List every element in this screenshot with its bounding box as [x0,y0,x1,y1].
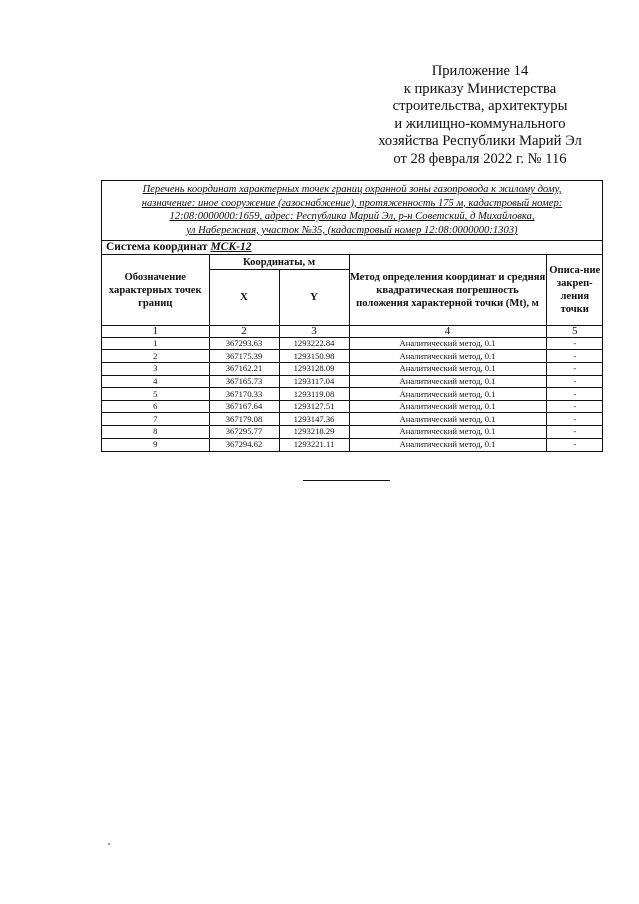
header-description: Описа-ние закреп-ления точки [546,255,603,325]
x-coordinate-cell: 367295.77 [209,426,279,439]
table-row [102,388,603,401]
column-number: 5 [546,325,603,337]
y-coordinate-cell: 1293150.98 [279,350,349,363]
header-coordinates: Координаты, м [209,255,349,269]
description-cell: - [546,363,603,376]
description-cell: - [546,337,603,350]
signature-divider [303,480,390,481]
title-line: ул Набережная, участок №35, (кадастровый номер 12:08:0000000:1303) [186,224,518,236]
x-coordinate-cell: 367175.39 [209,350,279,363]
title-line: 12:08:0000000:1659, адрес: Республика Марий Эл, р-н Советский, д Михайловка, [169,211,535,223]
header-point-designation: Обозначение характерных точек границ [102,255,209,325]
y-coordinate-cell: 1293128.09 [279,363,349,376]
header-line: строительства, архитектуры [392,98,568,115]
column-number: 3 [279,325,349,337]
coordinates-table [102,255,603,450]
coordinates-document [101,180,603,452]
method-cell: Аналитический метод, 0.1 [349,413,546,426]
point-number-cell: 5 [102,388,209,401]
method-cell: Аналитический метод, 0.1 [349,426,546,439]
column-number: 4 [349,325,546,337]
description-cell: - [546,375,603,388]
method-cell: Аналитический метод, 0.1 [349,400,546,413]
y-coordinate-cell: 1293218.29 [279,426,349,439]
point-number-cell: 4 [102,375,209,388]
table-row [102,375,603,388]
method-cell: Аналитический метод, 0.1 [349,363,546,376]
scan-speck [108,843,110,845]
coord-system-label: Система координат [106,241,208,254]
table-row [102,350,603,363]
appendix-header [360,63,600,169]
table-row [102,426,603,439]
table-row [102,438,603,451]
description-cell: - [546,400,603,413]
description-cell: - [546,438,603,451]
description-cell: - [546,350,603,363]
point-number-cell: 3 [102,363,209,376]
table-row [102,363,603,376]
header-x: X [209,269,279,325]
x-coordinate-cell: 367167.64 [209,400,279,413]
x-coordinate-cell: 367165.73 [209,375,279,388]
coord-system-value: МСК-12 [210,241,252,254]
method-cell: Аналитический метод, 0.1 [349,375,546,388]
point-number-cell: 6 [102,400,209,413]
column-number: 1 [102,325,209,337]
title-line: назначение: иное сооружение (газоснабжение), протяженность 175 м, кадастровый номер: [141,197,563,209]
document-title [102,181,602,241]
description-cell: - [546,388,603,401]
point-number-cell: 2 [102,350,209,363]
description-cell: - [546,413,603,426]
coord-system-row [102,241,602,255]
y-coordinate-cell: 1293127.51 [279,400,349,413]
point-number-cell: 7 [102,413,209,426]
method-cell: Аналитический метод, 0.1 [349,337,546,350]
y-coordinate-cell: 1293147.36 [279,413,349,426]
x-coordinate-cell: 367170.33 [209,388,279,401]
column-number: 2 [209,325,279,337]
x-coordinate-cell: 367162.21 [209,363,279,376]
x-coordinate-cell: 367293.63 [209,337,279,350]
x-coordinate-cell: 367179.08 [209,413,279,426]
y-coordinate-cell: 1293221.11 [279,438,349,451]
header-y: Y [279,269,349,325]
method-cell: Аналитический метод, 0.1 [349,438,546,451]
table-row [102,337,603,350]
point-number-cell: 9 [102,438,209,451]
description-cell: - [546,426,603,439]
method-cell: Аналитический метод, 0.1 [349,388,546,401]
header-line: хозяйства Республики Марий Эл [378,133,582,150]
point-number-cell: 8 [102,426,209,439]
table-row [102,413,603,426]
header-line: к приказу Министерства [403,80,557,97]
method-cell: Аналитический метод, 0.1 [349,350,546,363]
title-line: Перечень координат характерных точек границ охранной зоны газопровода к жилому дому, [142,184,562,195]
column-number-row [102,325,603,337]
point-number-cell: 1 [102,337,209,350]
y-coordinate-cell: 1293119.08 [279,388,349,401]
header-line: и жилищно-коммунального [394,115,566,132]
y-coordinate-cell: 1293117.04 [279,375,349,388]
x-coordinate-cell: 367294.62 [209,438,279,451]
header-line: от 28 февраля 2022 г. № 116 [393,150,567,167]
header-method: Метод определения координат и средняя квадратическая погрешность положения характерной точки (Mt), м [349,255,546,325]
table-row [102,400,603,413]
header-line: Приложение 14 [431,63,529,79]
y-coordinate-cell: 1293222.84 [279,337,349,350]
